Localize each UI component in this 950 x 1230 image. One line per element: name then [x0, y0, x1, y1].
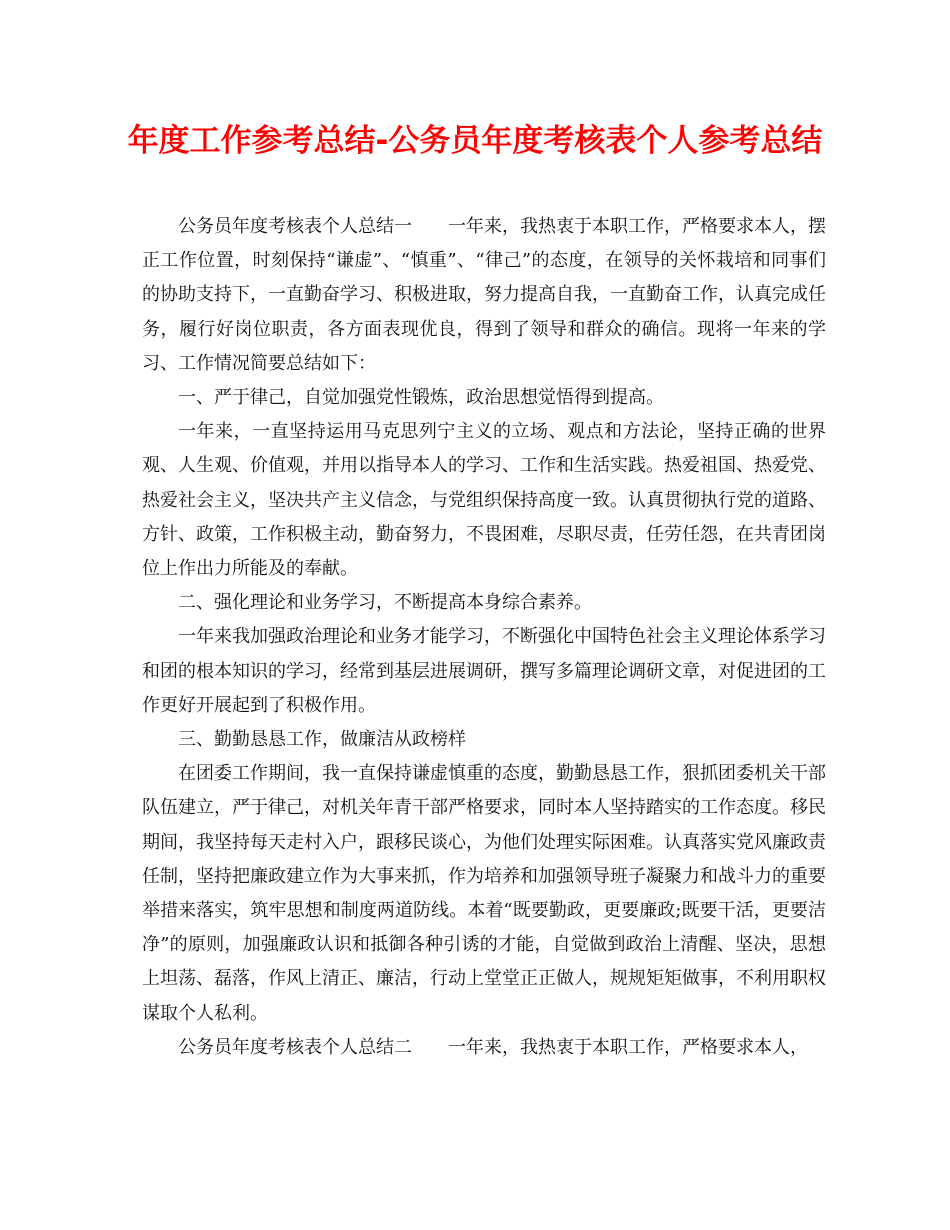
- paragraph-lead: 公务员年度考核表个人总结一: [178, 216, 412, 237]
- document-body: [142, 210, 826, 1065]
- paragraph: 一年来我加强政治理论和业务才能学习，不断强化中国特色社会主义理论体系学习和团的根本知识的学习，经常到基层进展调研，撰写多篇理论调研文章，对促进团的工作更好开展起到了积极作用。: [142, 626, 826, 716]
- paragraph: [142, 1031, 826, 1065]
- paragraph: [142, 210, 826, 381]
- paragraph-text: 一年来，我热衷于本职工作，严格要求本人，摆正工作位置，时刻保持“谦虚”、“慎重”、“律己”的态度，在领导的关怀栽培和同事们的协助支持下，一直勤奋学习、积极进取，努力提高自我，一直勤奋工作，认真完成任务，履行好岗位职责，各方面表现优良，得到了领导和群众的确信。现将一年来的学习、工作情况简要总结如下：: [142, 216, 826, 374]
- paragraph: 一年来，一直坚持运用马克思列宁主义的立场、观点和方法论，坚持正确的世界观、人生观、价值观，并用以指导本人的学习、工作和生活实践。热爱祖国、热爱党、热爱社会主义，坚决共产主义信念，与党组织保持高度一致。认真贯彻执行党的道路、方针、政策，工作积极主动，勤奋努力，不畏困难，尽职尽责，任劳任怨，在共青团岗位上作出力所能及的奉献。: [142, 421, 826, 580]
- paragraph-text: 一年来，我热衷于本职工作，严格要求本人，: [448, 1036, 808, 1058]
- document-title: 年度工作参考总结-公务员年度考核表个人参考总结: [127, 123, 823, 159]
- section-heading: 二、强化理论和业务学习，不断提高本身综合素养。: [178, 592, 592, 614]
- section-heading: 三、勤勤恳恳工作，做廉洁从政榜样: [178, 729, 466, 751]
- section-heading: 一、严于律己，自觉加强党性锻炼，政治思想觉悟得到提高。: [178, 387, 664, 409]
- paragraph-lead: 公务员年度考核表个人总结二: [178, 1036, 412, 1058]
- paragraph: 在团委工作期间，我一直保持谦虚慎重的态度，勤勤恳恳工作，狠抓团委机关干部队伍建立，严于律己，对机关年青干部严格要求，同时本人坚持踏实的工作态度。移民期间，我坚持每天走村入户，跟移民谈心，为他们处理实际困难。认真落实党风廉政责任制，坚持把廉政建立作为大事来抓，作为培养和加强领导班子凝聚力和战斗力的重要举措来落实，筑牢思想和制度两道防线。本着“既要勤政，更要廉政;既要干活，更要洁净”的原则，加强廉政认识和抵御各种引诱的才能，自觉做到政治上清醒、坚决，思想上坦荡、磊落，作风上清正、廉洁，行动上堂堂正正做人，规规矩矩做事，不利用职权谋取个人私利。: [142, 763, 826, 1024]
